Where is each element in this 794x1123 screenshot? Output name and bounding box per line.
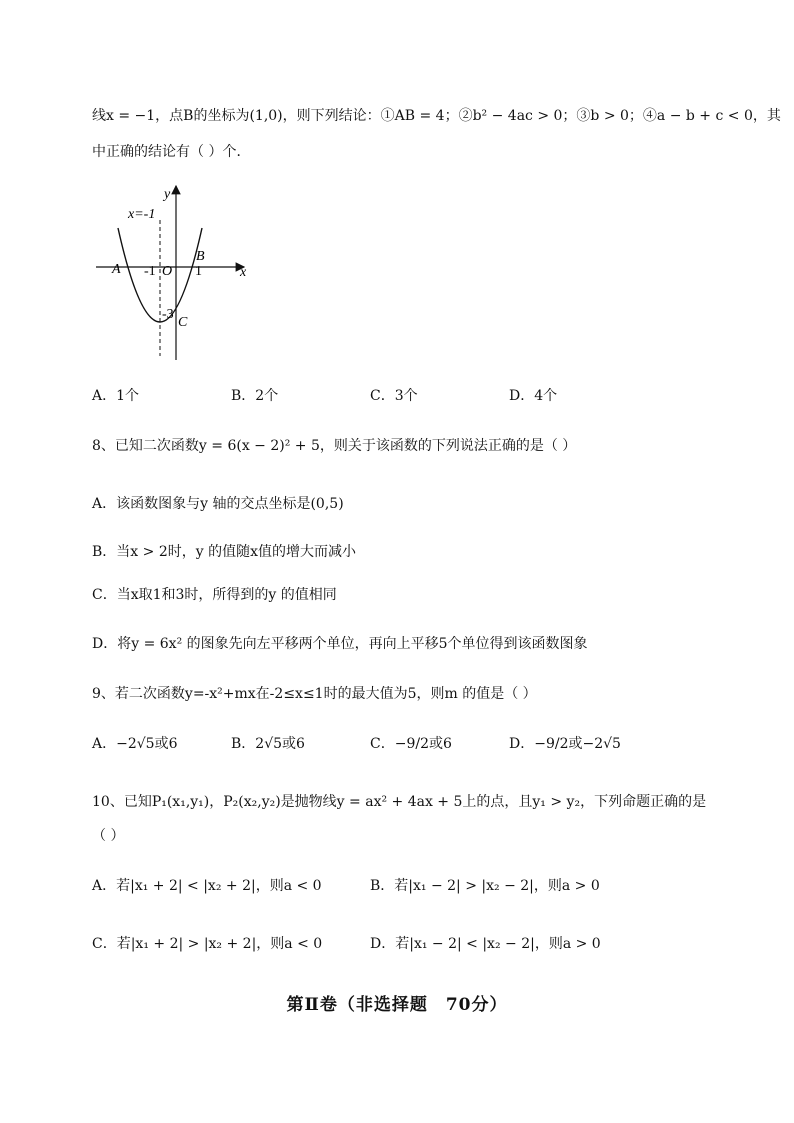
- parabola-graph: [92, 180, 262, 365]
- q10-stem-line1: 10、已知P₁(x₁,y₁)，P₂(x₂,y₂)是抛物线y = ax² + 4ax + 5上的点，且y₁ > y₂，下列命题正确的是: [92, 794, 707, 810]
- q8-stem: 8、已知二次函数y = 6(x − 2)² + 5，则关于该函数的下列说法正确的是（ ）: [92, 438, 577, 454]
- q9-option-b: B．2√5或6: [231, 736, 305, 752]
- tick-neg3-label: -3: [162, 307, 174, 322]
- y-axis-label: y: [164, 187, 171, 202]
- q9-option-c: C．−9/2或6: [370, 736, 452, 752]
- symmetry-line-label: x=-1: [128, 207, 156, 222]
- q10-option-c: C．若|x₁ + 2| > |x₂ + 2|，则a < 0: [92, 936, 323, 952]
- q8-option-d: D．将y = 6x² 的图象先向左平移两个单位，再向上平移5个单位得到该函数图象: [92, 636, 588, 652]
- origin-label: O: [162, 264, 173, 279]
- q7-option-c: C．3个: [370, 388, 418, 404]
- q9-option-d: D．−9/2或−2√5: [509, 736, 621, 752]
- tick-neg1-label: -1: [144, 264, 156, 279]
- q8-option-b: B．当x > 2时，y 的值随x值的增大而减小: [92, 544, 356, 560]
- q9-stem: 9、若二次函数y=-x²+mx在-2≤x≤1时的最大值为5，则m 的值是（ ）: [92, 686, 537, 702]
- q8-option-a: A．该函数图象与y 轴的交点坐标是(0,5): [92, 496, 344, 512]
- q10-option-d: D．若|x₁ − 2| < |x₂ − 2|，则a > 0: [370, 936, 601, 952]
- q10-option-a: A．若|x₁ + 2| < |x₂ + 2|，则a < 0: [92, 878, 322, 894]
- q7-option-a: A．1个: [92, 388, 140, 404]
- q10-stem-line2: （ ）: [92, 828, 125, 844]
- q8-option-c: C．当x取1和3时，所得到的y 的值相同: [92, 587, 337, 603]
- q7-option-d: D．4个: [509, 388, 558, 404]
- q7-stem-line1: 线x = −1，点B的坐标为(1,0)，则下列结论：①AB = 4；②b² − 4ac > 0；③b > 0；④a − b + c < 0，其: [92, 108, 781, 124]
- section-title: 第Ⅱ卷（非选择题 70分）: [286, 995, 508, 1015]
- x-axis-label: x: [240, 265, 247, 280]
- point-a-label: A: [112, 262, 121, 277]
- q9-option-a: A．−2√5或6: [92, 736, 178, 752]
- point-b-label: B: [196, 249, 205, 264]
- tick-1-label: 1: [195, 264, 202, 279]
- point-c-label: C: [178, 315, 188, 330]
- q7-stem-line2: 中正确的结论有（ ）个．: [92, 144, 251, 160]
- q10-option-b: B．若|x₁ − 2| > |x₂ − 2|，则a > 0: [370, 878, 600, 894]
- q7-option-b: B．2个: [231, 388, 279, 404]
